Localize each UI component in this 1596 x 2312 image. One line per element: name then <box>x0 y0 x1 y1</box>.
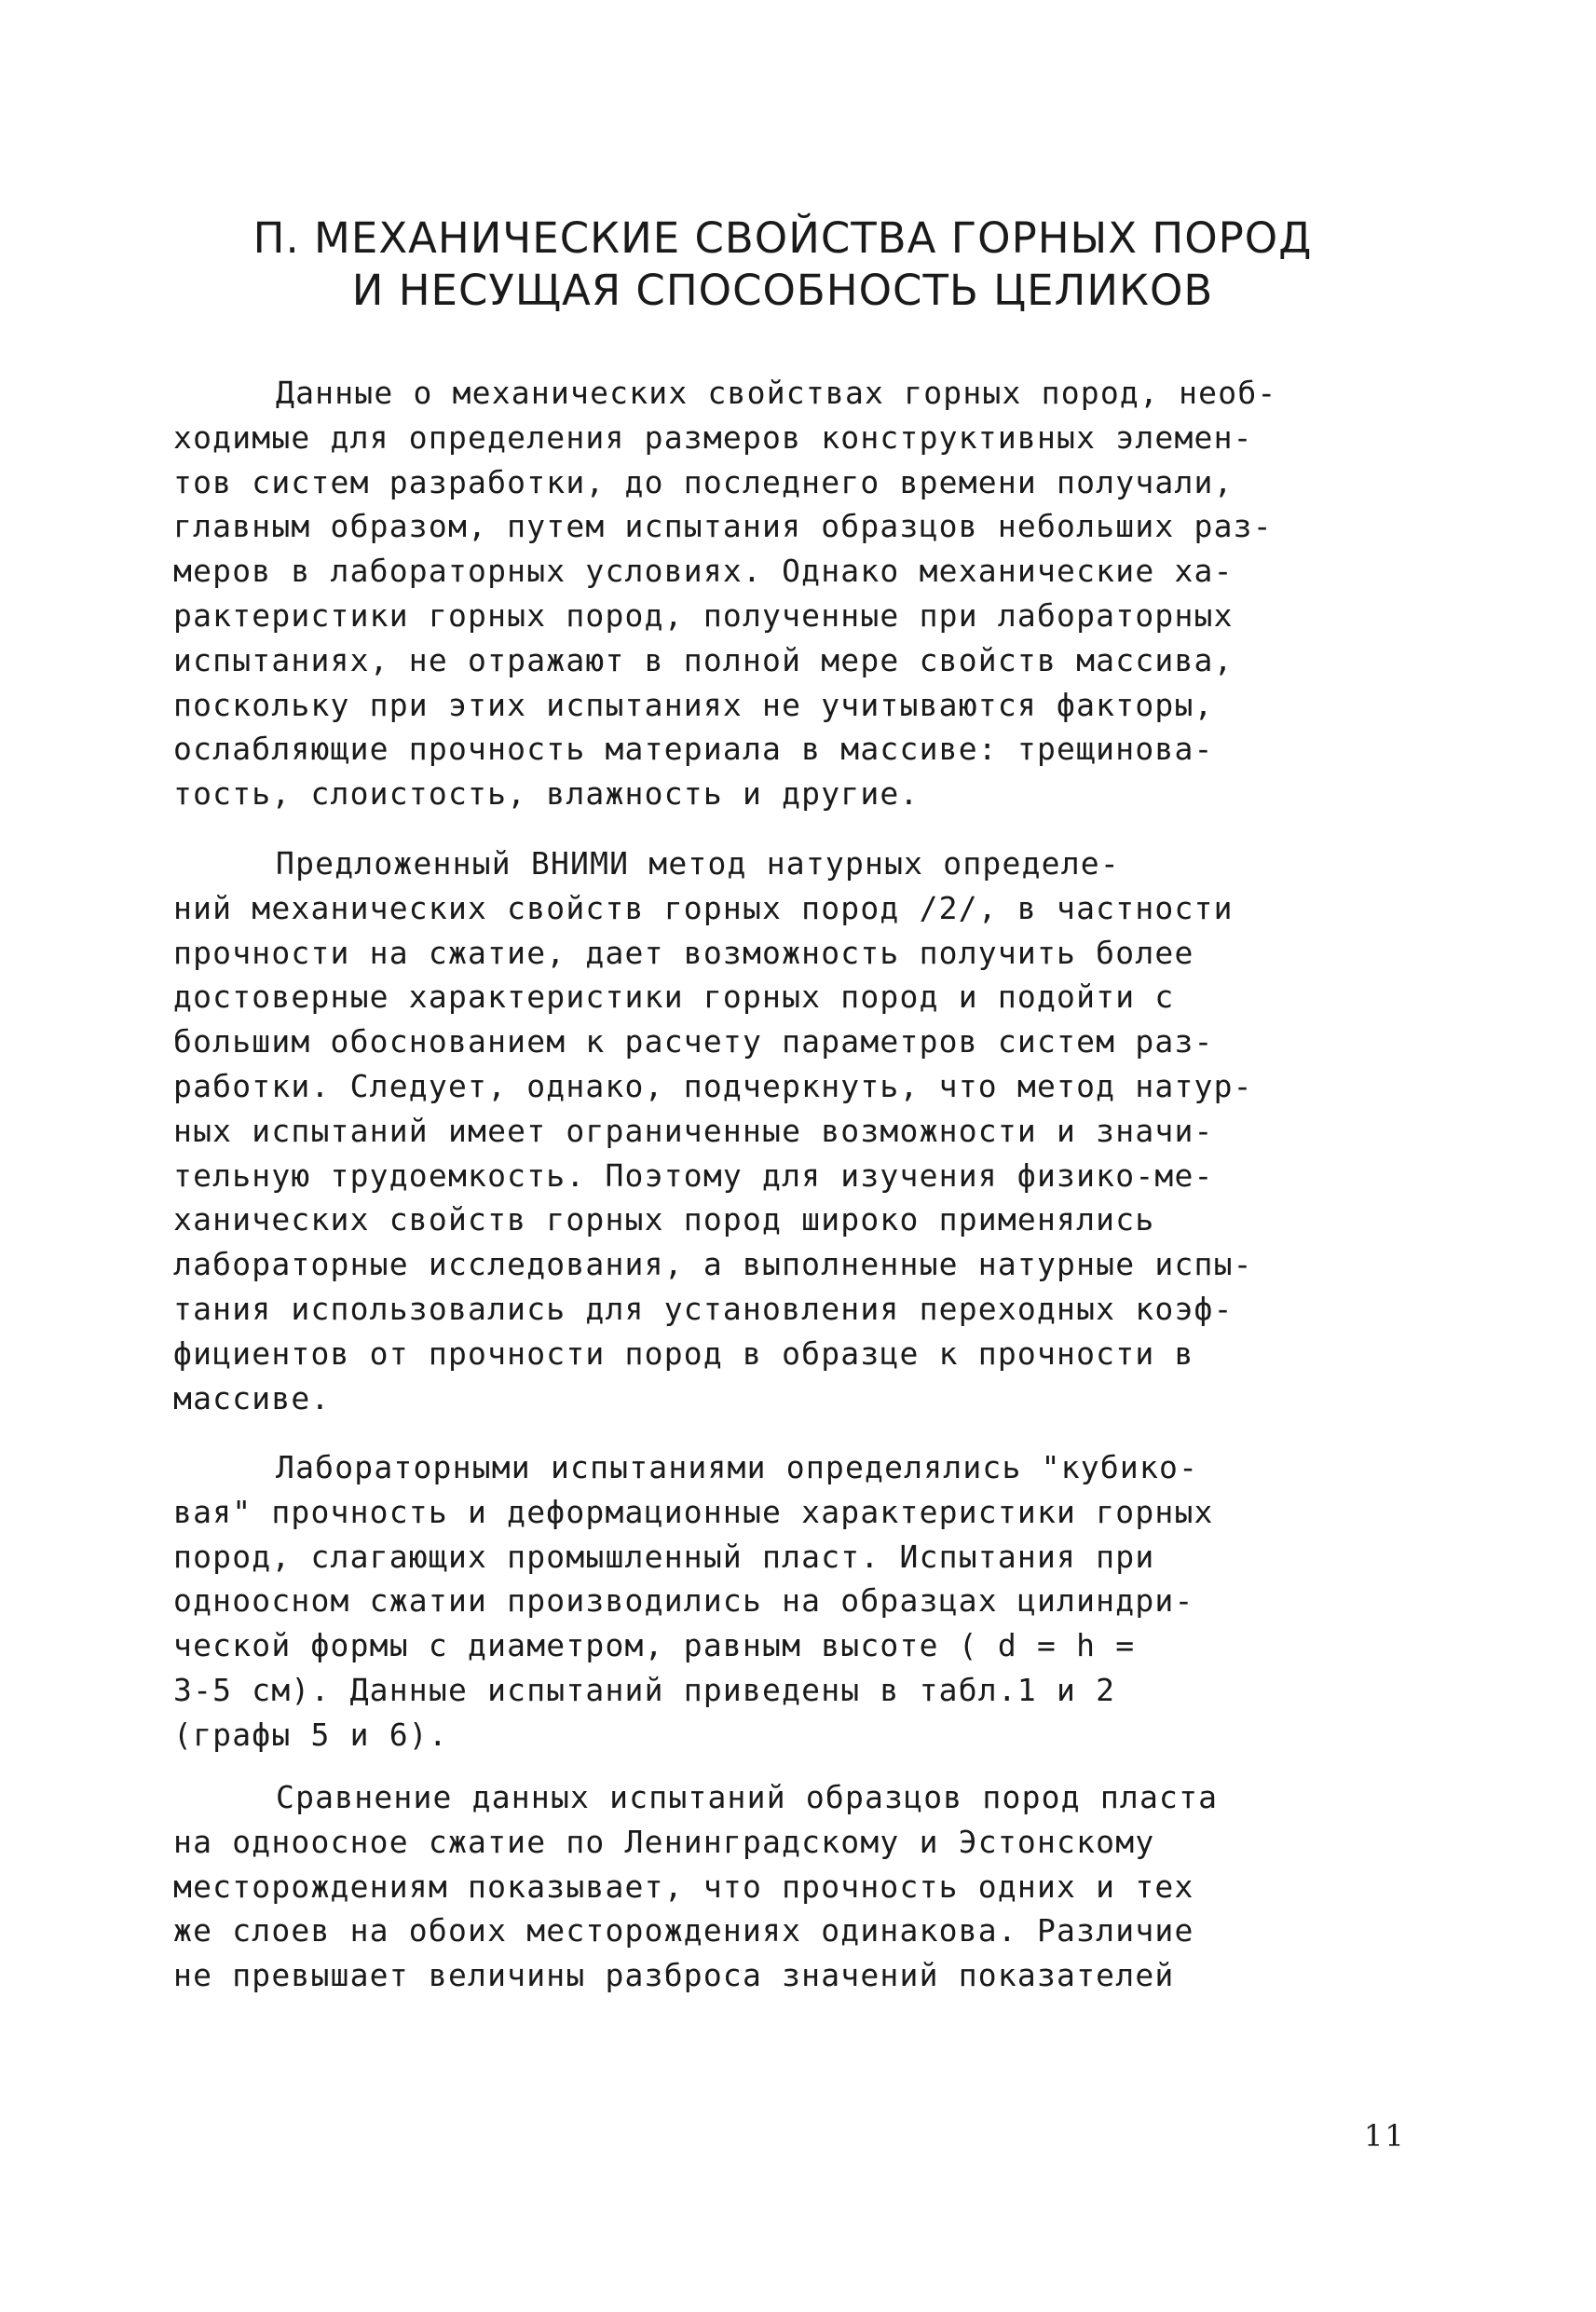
text-line: тельную трудоемкость. Поэтому для изучения физико-ме- <box>173 1156 1214 1194</box>
text-line: поскольку при этих испытаниях не учитываются факторы, <box>173 686 1214 723</box>
paragraph-laboratory-tests <box>173 1445 1478 1758</box>
page-number: 11 <box>1364 2118 1406 2154</box>
text-line: ных испытаний имеет ограниченные возможности и значи- <box>173 1112 1214 1149</box>
text-line: ний механических свойств горных пород /2/, в частности <box>173 889 1234 926</box>
text-line: массиве. <box>173 1379 331 1416</box>
text-line: одноосном сжатии производились на образцах цилиндри- <box>173 1582 1194 1620</box>
text-line: тания использовались для установления переходных коэф- <box>173 1290 1234 1327</box>
text-line: ческой формы с диаметром, равным высоте ( d = h = <box>173 1627 1136 1664</box>
text-line: Лабораторными испытаниями определялись "кубико- <box>276 1449 1199 1485</box>
text-line: 3-5 см). Данные испытаний приведены в табл.1 и 2 <box>173 1671 1116 1708</box>
title-line: П. МЕХАНИЧЕСКИЕ СВОЙСТВА ГОРНЫХ ПОРОД <box>252 213 1313 263</box>
text-line: (графы 5 и 6). <box>173 1716 448 1753</box>
text-line: фициентов от прочности пород в образце к прочности в <box>173 1334 1194 1372</box>
paragraph-vnimi-method <box>173 841 1478 1420</box>
text-line: Сравнение данных испытаний образцов пород пласта <box>276 1779 1219 1815</box>
text-line: работки. Следует, однако, подчеркнуть, что метод натур- <box>173 1067 1253 1104</box>
text-line: испытаниях, не отражают в полной мере свойств массива, <box>173 641 1234 678</box>
text-line: прочности на сжатие, дает возможность получить более <box>173 934 1194 971</box>
paragraph-comparison <box>173 1775 1478 1998</box>
text-line: тов систем разработки, до последнего времени получали, <box>173 463 1234 500</box>
text-line: лабораторные исследования, а выполненные натурные испы- <box>173 1246 1253 1283</box>
title-line: И НЕСУЩАЯ СПОСОБНОСТЬ ЦЕЛИКОВ <box>351 266 1214 315</box>
text-line: рактеристики горных пород, полученные при лабораторных <box>173 596 1234 634</box>
text-line: достоверные характеристики горных пород и подойти с <box>173 978 1175 1016</box>
text-line: месторождениям показывает, что прочность одних и тех <box>173 1867 1194 1905</box>
text-line: большим обоснованием к расчету параметров систем раз- <box>173 1023 1214 1060</box>
text-line: же слоев на обоих месторождениях одинакова. Различие <box>173 1912 1194 1949</box>
text-line: ходимые для определения размеров конструктивных элемен- <box>173 418 1253 456</box>
text-line: на одноосное сжатие по Ленинградскому и Эстонскому <box>173 1823 1155 1860</box>
text-line: пород, слагающих промышленный пласт. Испытания при <box>173 1538 1155 1575</box>
text-line: тость, слоистость, влажность и другие. <box>173 775 920 813</box>
text-line: ослабляющие прочность материала в массиве: трещинова- <box>173 731 1214 768</box>
text-line: главным образом, путем испытания образцов небольших раз- <box>173 508 1273 545</box>
text-line: не превышает величины разброса значений показателей <box>173 1957 1175 1994</box>
paragraph-mechanical-properties <box>173 371 1478 816</box>
text-line: меров в лабораторных условиях. Однако механические ха- <box>173 553 1234 590</box>
text-line: ханических свойств горных пород широко применялись <box>173 1201 1155 1238</box>
text-line: Предложенный ВНИМИ метод натурных определе- <box>276 845 1120 882</box>
text-line: вая" прочность и деформационные характеристики горных <box>173 1493 1214 1530</box>
section-title <box>140 212 1425 317</box>
text-line: Данные о механических свойствах горных пород, необ- <box>276 375 1277 411</box>
